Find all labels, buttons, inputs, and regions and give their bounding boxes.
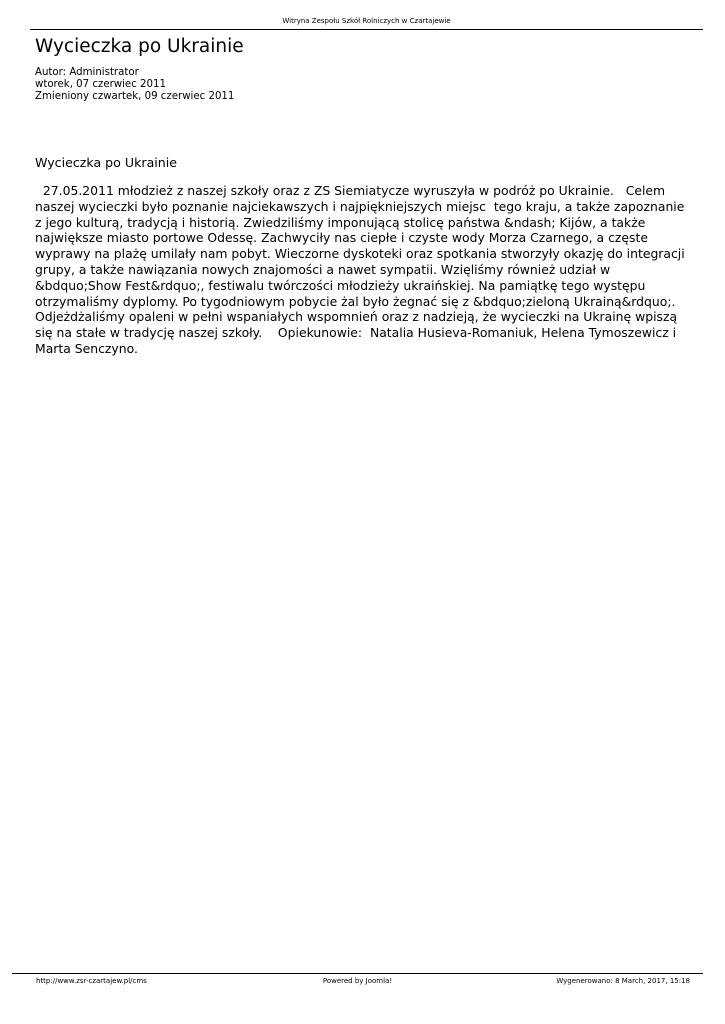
footer-url[interactable]: http://www.zsr-czartajew.pl/cms: [36, 977, 147, 985]
created-date: wtorek, 07 czerwiec 2011: [35, 79, 166, 90]
body-line: się na stałe w tradycję naszej szkoły. Opiekunowie: Natalia Husieva-Romaniuk, Helena Tymoszewicz i: [35, 325, 677, 341]
body-line: otrzymaliśmy dyplomy. Po tygodniowym pobycie żal było żegnać się z &bdquo;zieloną Ukrainą&rdquo;.: [35, 293, 676, 309]
site-name: Witryna Zespołu Szkół Rolniczych w Czartajewie: [282, 17, 451, 25]
body-line: naszej wycieczki było poznanie najciekawszych i najpiękniejszych miejsc tego kraju, a także zapoznanie: [35, 198, 685, 214]
body-line: Odjeżdżaliśmy opaleni w pełni wspaniałych wspomnień oraz z nadzieją, że wycieczki na Ukrainę wpiszą: [35, 309, 678, 325]
body-line: grupy, a także nawiązania nowych znajomości a nawet sympatii. Wzięliśmy również udział w: [35, 261, 611, 277]
article-meta: [35, 67, 234, 103]
body-line: &bdquo;Show Fest&rdquo;, festiwalu twórczości młodzieży ukraińskiej. Na pamiątkę tego występu: [35, 277, 646, 293]
modified-date: Zmieniony czwartek, 09 czerwiec 2011: [35, 91, 235, 102]
body-line: Marta Senczyno.: [35, 340, 138, 356]
article-body: [35, 183, 688, 357]
site-header: [30, 14, 703, 30]
footer-powered-by: Powered by Joomla!: [322, 977, 393, 985]
site-footer: [12, 973, 703, 986]
footer-generated-date: Wygenerowano: 8 March, 2017, 15:18: [556, 977, 690, 985]
body-line: z jego kulturą, tradycją i historią. Zwiedziliśmy imponującą stolicę państwa &ndash; Kijów, a także: [35, 214, 646, 230]
author-line: Autor: Administrator: [35, 67, 139, 78]
article-subtitle: Wycieczka po Ukrainie: [35, 155, 178, 170]
body-line: 27.05.2011 młodzież z naszej szkoły oraz z ZS Siemiatycze wyruszyła w podróż po Ukrainie. Celem: [35, 183, 666, 198]
body-line: największe miasto portowe Odessę. Zachwyciły nas ciepłe i czyste wody Morza Czarnego, a częste: [35, 230, 648, 246]
article-title: Wycieczka po Ukrainie: [35, 36, 244, 57]
body-line: wyprawy na plażę umilały nam pobyt. Wieczorne dyskoteki oraz spotkania stworzyły okazję do integracji: [35, 246, 685, 262]
